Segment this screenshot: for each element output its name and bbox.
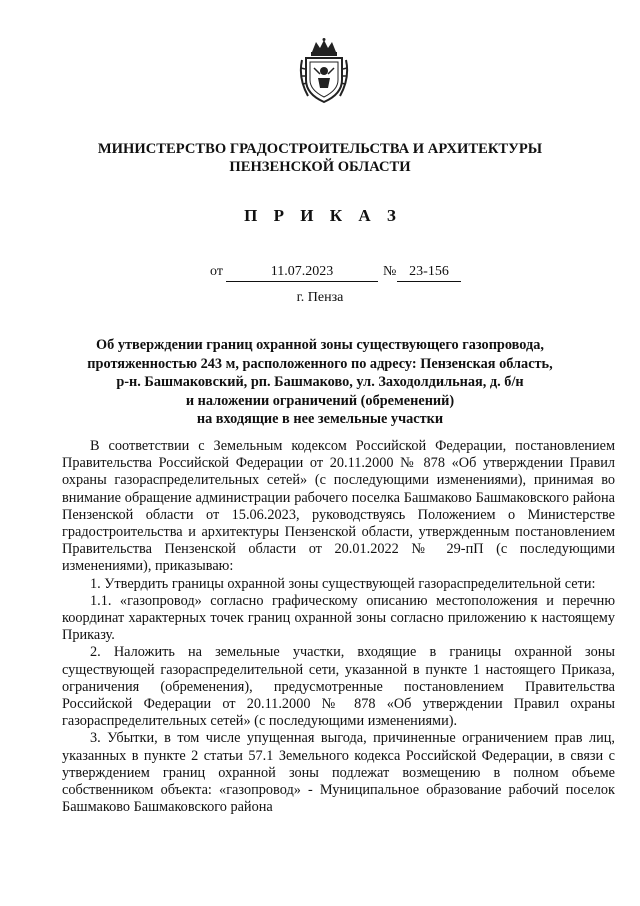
- document-body: [62, 438, 615, 816]
- coat-of-arms-emblem: [298, 38, 350, 104]
- subject-line: Об утверждении границ охранной зоны существующего газопровода,: [96, 337, 544, 353]
- ministry-title: [60, 140, 580, 176]
- document-date: 11.07.2023: [226, 264, 378, 282]
- body-paragraph-preamble: В соответствии с Земельным кодексом Российской Федерации, постановлением Правительства Российской Федерации от 20.11.2000 № 878 «Об утверждении Правил охраны газораспределительных сетей» (с последующими изменениями), принимая во внимание обращение администрации рабочего поселка Башмаково Башмаковского района Пензенской области от 15.06.2023, руководствуясь Положением о Министерстве градостроительства и архитектуры Пензенской области, утвержденным постановлением Правительства Пензенской области от 20.01.2022 № 29-пП (с последующими изменениями), приказываю:: [62, 438, 615, 575]
- body-paragraph-item-2: 2. Наложить на земельные участки, входящие в границы охранной зоны существующей газораспределительной сети, указанной в пункте 1 настоящего Приказа, ограничения (обременения), предусмотренные постановлением Правительства Российской Федерации от 20.11.2000 № 878 «Об утверждении Правил охраны газораспределительных сетей» (с последующими изменениями).: [62, 644, 615, 730]
- number-label: №: [383, 264, 397, 279]
- subject-line: и наложении ограничений (обременений): [185, 392, 455, 409]
- city-line: г. Пенза: [296, 290, 344, 305]
- date-label: от: [210, 264, 223, 279]
- subject-line: р-н. Башмаковский, рп. Башмаково, ул. Заходолдильная, д. б/н: [116, 374, 524, 390]
- subject-line: на входящие в нее земельные участки: [196, 411, 444, 427]
- ministry-line-1: МИНИСТЕРСТВО ГРАДОСТРОИТЕЛЬСТВА И АРХИТЕКТУРЫ: [97, 141, 543, 157]
- body-paragraph-item-3: 3. Убытки, в том числе упущенная выгода, причиненные ограничением прав лиц, указанных в пункте 2 статьи 57.1 Земельного кодекса Российской Федерации, в связи с утверждением границ охранной зоны подлежат возмещению в полном объеме собственником объекта: «газопровод» - Муниципальное образование рабочий поселок Башмаково Башмаковского района: [62, 730, 615, 816]
- document-subject: [70, 336, 570, 429]
- body-paragraph-item-1-1: 1.1. «газопровод» согласно графическому описанию местоположения и перечню координат характерных точек границ охранной зоны согласно приложению к настоящему Приказу.: [62, 592, 615, 644]
- subject-line: протяженностью 243 м, расположенного по адресу: Пензенская область,: [87, 355, 553, 372]
- document-number: 23-156: [397, 264, 461, 282]
- document-type-title: П Р И К А З: [244, 206, 402, 225]
- ministry-line-2: ПЕНЗЕНСКОЙ ОБЛАСТИ: [229, 159, 411, 175]
- body-paragraph-item-1: 1. Утвердить границы охранной зоны существующей газораспределительной сети:: [90, 575, 596, 592]
